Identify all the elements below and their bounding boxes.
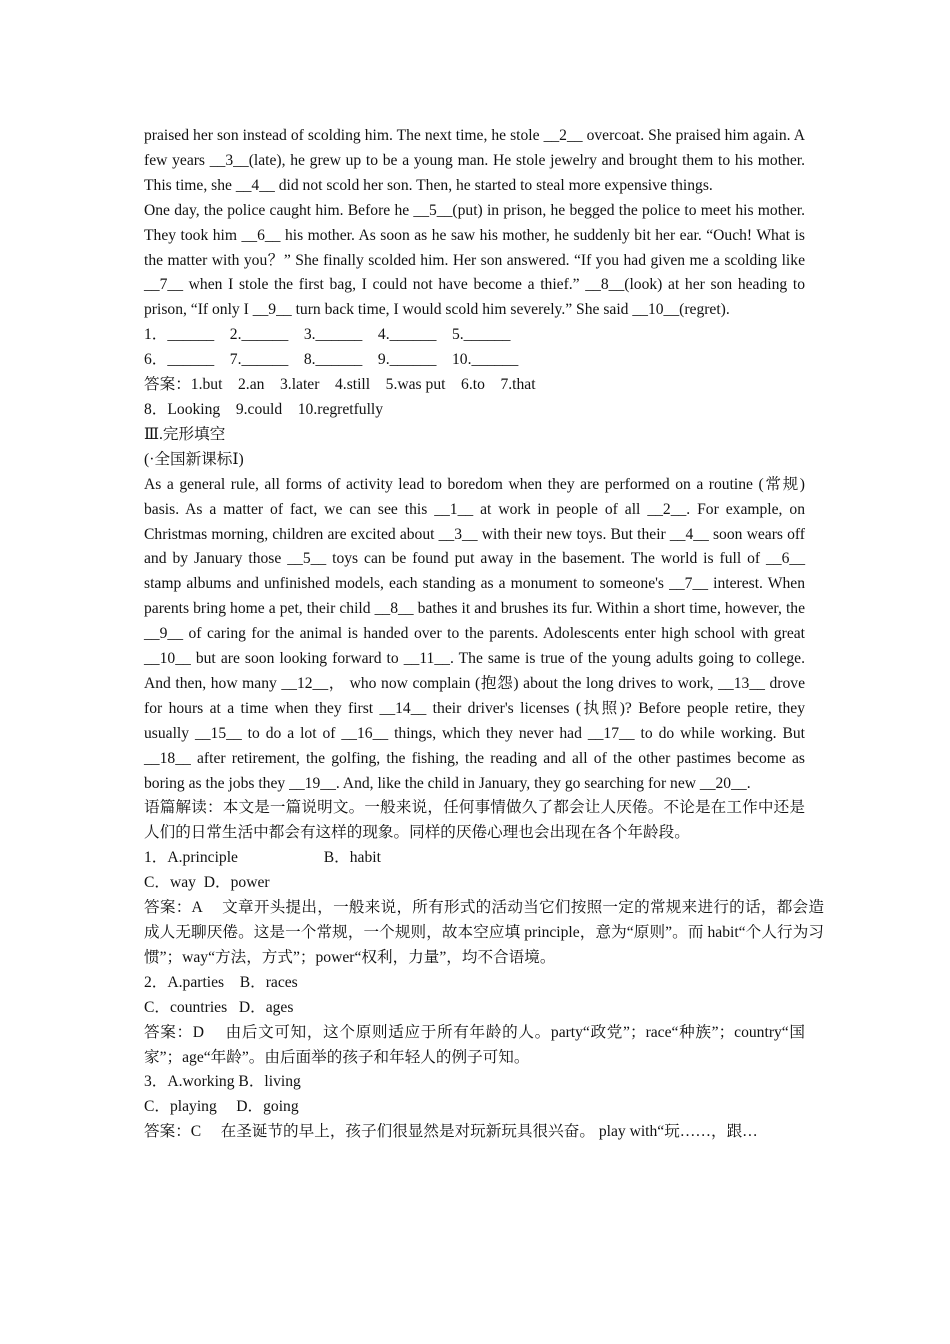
document-page	[144, 124, 824, 1145]
passage-analysis: 语篇解读：本文是一篇说明文。一般来说，任何事情做久了都会让人厌倦。不论是在工作中还是人们的日常生活中都会有这样的现象。同样的厌倦心理也会出现在各个年龄段。	[144, 799, 805, 842]
question2-options-line1: 2．A.parties B．races	[144, 973, 298, 991]
question3-options-line1: 3．A.working B．living	[144, 1073, 301, 1091]
cloze-passage: As a general rule, all forms of activity lead to boredom when they are performed on a routine (常规) basis. As a matter of fact, we can see this __1__ at work in people of all __2__. For example, on Christmas morning, children are excited about __3__ with their new toys. But their __4__ soon wears off and by January those __5__ toys can be found put away in the basement. The world is full of __6__ stamp albums and unfinished models, each standing as a monument to someone's __7__ interest. When parents bring home a pet, their child __8__ bathes it and brushes its fur. Within a short time, however, the __9__ of caring for the animal is handed over to the parents. Adolescents enter high school with great __10__ but are soon looking forward to __11__. The same is true of the young adults going to college. And then, how many __12__， who now complain (抱怨) about the long drives to work, __13__ drove for hours at a time when they first __14__ their driver's licenses (执照)? Before people retire, they usually __15__ to do a lot of __16__ things, which they never had __17__ to do while working. But __18__ after retirement, the golfing, the fishing, the reading and all of the other pastimes become as boring as the jobs they __19__. And, like the child in January, they go searching for new __20__.	[144, 475, 805, 792]
answers-line2: 8．Looking 9.could 10.regretfully	[144, 400, 384, 418]
question3-answer: 答案：C 在圣诞节的早上，孩子们很显然是对玩新玩具很兴奋。 play with“玩……，跟…	[144, 1123, 758, 1141]
answer-blanks-row1: 1．______ 2.______ 3.______ 4.______ 5.______	[144, 326, 511, 344]
question1-options-line1: 1．A.principle B．habit	[144, 849, 381, 867]
question3-options-line2: C．playing D．going	[144, 1098, 299, 1116]
passage1-paragraph1: praised her son instead of scolding him. The next time, he stole __2__ overcoat. She praised him again. A few years __3__(late), he grew up to be a young man. He stole jewelry and brought them to his mother. This time, she __4__ did not scold her son. Then, he started to steal more expensive things.	[144, 127, 805, 194]
passage1-paragraph2: One day, the police caught him. Before he __5__(put) in prison, he begged the police to meet his mother. They took him __6__ his mother. As soon as he saw his mother, he suddenly bit her ear. “Ouch! What is the matter with you？” She finally scolded him. Her son answered. “If you had given me a scolding like __7__ when I stole the first bag, I could not have become a thief.” __8__(look) at her son heading to prison, “If only I __9__ turn back time, I would scold him severely.” She said __10__(regret).	[144, 201, 805, 319]
question1-options-line2: C．way D．power	[144, 874, 270, 892]
section-title: Ⅲ.完形填空	[144, 425, 226, 443]
answers-line1: 答案：1.but 2.an 3.later 4.still 5.was put 6.to 7.that	[144, 376, 536, 394]
question2-answer: 答案：D 由后文可知，这个原则适应于所有年龄的人。party“政党”；race“种族”；country“国家”；age“年龄”。由后面举的孩子和年轻人的例子可知。	[144, 1023, 805, 1066]
question1-answer: 答案：A 文章开头提出，一般来说，所有形式的活动当它们按照一定的常规来进行的话，都会造成人无聊厌倦。这是一个常规，一个规则，故本空应填 principle，意为“原则”。而 habit“个人行为习惯”；way“方法，方式”；power“权利，力量”，均不合语境。	[144, 899, 824, 966]
question2-options-line2: C．countries D．ages	[144, 998, 294, 1016]
exam-source: (·全国新课标Ⅰ)	[144, 450, 244, 468]
answer-blanks-row2: 6．______ 7.______ 8.______ 9.______ 10.______	[144, 351, 519, 369]
